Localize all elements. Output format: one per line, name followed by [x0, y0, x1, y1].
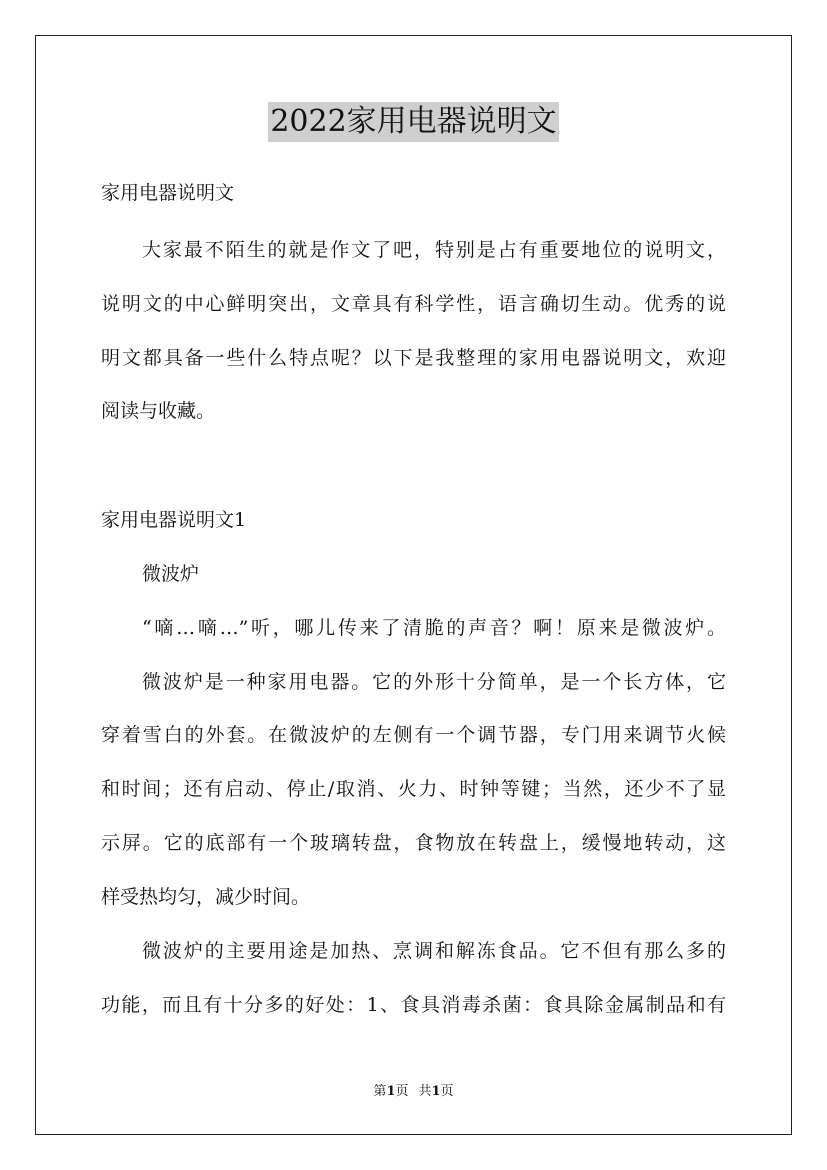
paragraph-line: 功能，而且有十分多的好处：1、食具消毒杀菌：食具除金属制品和有 — [101, 994, 726, 1016]
page-footer — [0, 1083, 827, 1101]
section-heading: 家用电器说明文 — [101, 182, 235, 204]
paragraph-line: 大家最不陌生的就是作文了吧，特别是占有重要地位的说明文， — [142, 239, 726, 261]
paragraph-line: 阅读与收藏。 — [101, 400, 216, 422]
page-total: 1 — [431, 1084, 441, 1099]
paragraph-line: 明文都具备一些什么特点呢？以下是我整理的家用电器说明文，欢迎 — [101, 347, 726, 369]
total-suffix: 页 — [440, 1084, 454, 1099]
paragraph-line: 和时间；还有启动、停止/取消、火力、时钟等键；当然，还少不了显 — [101, 778, 726, 800]
page-prefix: 第 — [373, 1084, 387, 1099]
total-prefix: 共 — [418, 1084, 432, 1099]
document-title: 2022家用电器说明文 — [268, 102, 558, 142]
subheading: 微波炉 — [142, 563, 200, 585]
page-suffix: 页 — [395, 1084, 409, 1099]
paragraph-line: 穿着雪白的外套。在微波炉的左侧有一个调节器，专门用来调节火候 — [101, 724, 726, 746]
paragraph-line: 微波炉是一种家用电器。它的外形十分简单，是一个长方体，它 — [142, 671, 726, 693]
paragraph-line: 说明文的中心鲜明突出，文章具有科学性，语言确切生动。优秀的说 — [101, 293, 726, 315]
page-number: 1 — [386, 1084, 396, 1099]
section-heading: 家用电器说明文1 — [101, 509, 247, 531]
title-container — [0, 102, 827, 142]
paragraph-line: 样受热均匀，减少时间。 — [101, 886, 311, 908]
paragraph-line: “嘀…嘀…”听，哪儿传来了清脆的声音？啊！原来是微波炉。 — [142, 617, 726, 639]
paragraph-line: 微波炉的主要用途是加热、烹调和解冻食品。它不但有那么多的 — [142, 940, 726, 962]
paragraph-line: 示屏。它的底部有一个玻璃转盘，食物放在转盘上，缓慢地转动，这 — [101, 832, 726, 854]
